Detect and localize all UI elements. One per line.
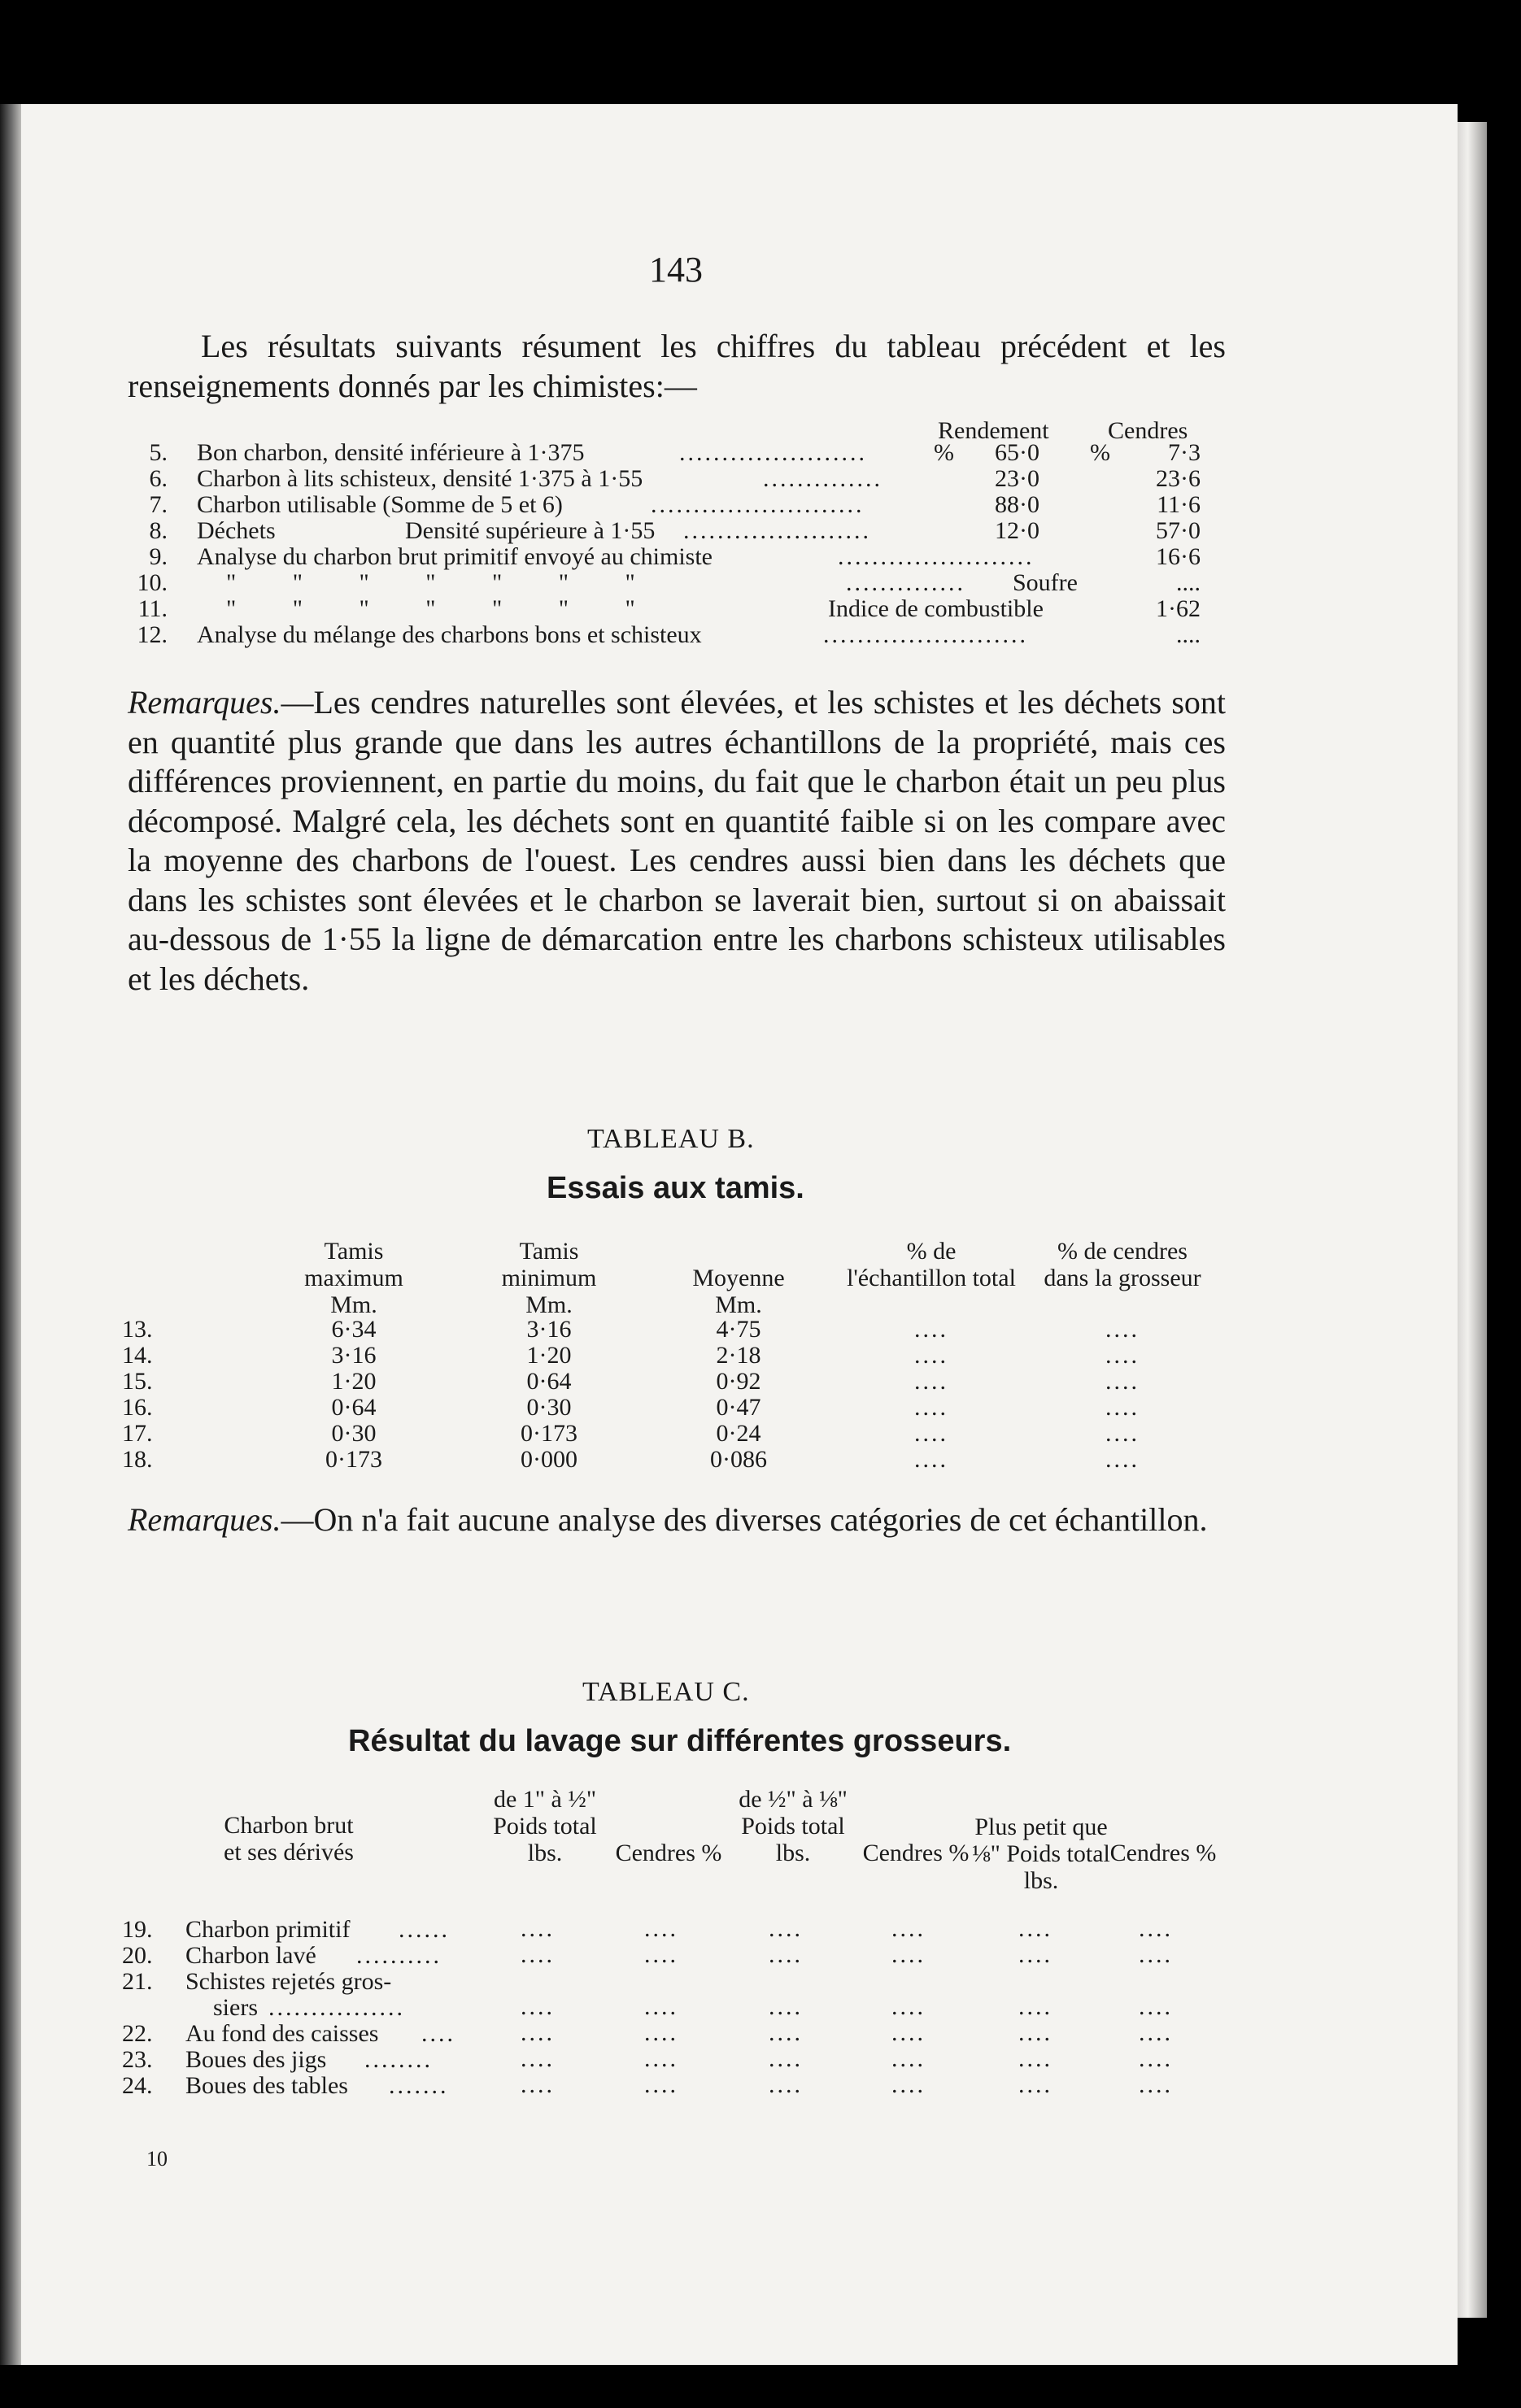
pct-cendres: ....: [1105, 1368, 1140, 1395]
tamis-min: 0·173: [521, 1420, 577, 1447]
cell-col1: .... .... .... .... .... ....: [521, 1915, 555, 2098]
rendement-value: 88·0: [995, 491, 1039, 518]
cell-col3: .... .... .... .... .... ....: [769, 1915, 803, 2098]
tamis-max: 0·173: [325, 1446, 382, 1473]
leader-dots: ....: [421, 2020, 455, 2047]
leader-dots: ................: [268, 1994, 405, 2021]
ditto-marks: " " " " " " ": [226, 569, 635, 596]
col-header: Tamis maximum Mm.: [304, 1238, 403, 1318]
cendres-value: ....: [1176, 569, 1201, 596]
row-num: 17.: [122, 1420, 153, 1447]
col-header: % de cendres dans la grosseur: [1044, 1238, 1201, 1291]
row-label: Au fond des caisses: [185, 2020, 379, 2047]
leader-dots: ......: [399, 1916, 450, 1943]
row-num: 10.: [137, 569, 168, 596]
rendement-value: 65·0: [995, 439, 1039, 466]
tamis-max: 0·30: [331, 1420, 377, 1447]
row-label: Boues des jigs: [185, 2046, 327, 2073]
col-header: de ½" à ⅛" Poids total lbs.: [739, 1786, 848, 1866]
cendres-value: 11·6: [1157, 491, 1201, 518]
pct-echantillon: ....: [914, 1368, 948, 1395]
tamis-max: 1·20: [331, 1368, 377, 1395]
pct-echantillon: ....: [914, 1394, 948, 1421]
tamis-max: 0·64: [331, 1394, 377, 1421]
tamis-min: 3·16: [526, 1316, 572, 1343]
row-label: Schistes rejetés gros-: [185, 1968, 392, 1995]
pct-cendres: ....: [1105, 1394, 1140, 1421]
row-label: Charbon primitif: [185, 1916, 351, 1943]
remarks-paragraph-1: [128, 683, 1226, 999]
row-num: 18.: [122, 1446, 153, 1473]
intro-paragraph: Les résultats suivants résument les chiffres du tableau précédent et les renseignements donnés par les chimistes:—: [128, 328, 1226, 404]
row-label: Bon charbon, densité inférieure à 1·375: [197, 439, 585, 466]
cendres-value: 23·6: [1156, 465, 1201, 492]
row-label: Charbon utilisable (Somme de 5 et 6): [197, 491, 563, 518]
cell-col2: .... .... .... .... .... ....: [644, 1915, 678, 2098]
leader-dots: ..........: [356, 1942, 442, 1969]
rendement-value: 12·0: [995, 517, 1039, 544]
cendres-value: ....: [1176, 621, 1201, 648]
row-label: Boues des tables: [185, 2072, 348, 2099]
remarks-text: —Les cendres naturelles sont élevées, et les schistes et les déchets sont en quantité plus grande que dans les autres échantillons de la propriété, mais ces différences proviennent, en partie du moins, du fait que le charbon était un peu plus décomposé. Malgré cela, les déchets sont en quantité faible si on les compare avec la moyenne des charbons de l'ouest. Les cendres aussi bien dans les déchets que dans les schistes sont élevées et le charbon se laverait bien, surtout si on abaissait au-dessous de 1·55 la ligne de démarcation entre les charbons schisteux utilisables et les déchets.: [128, 684, 1226, 997]
remarks-label: Remarques.: [128, 684, 281, 721]
remarks-label: Remarques.: [128, 1501, 281, 1538]
row-label: Indice de combustible: [828, 595, 1044, 622]
pct-cendres: ....: [1105, 1446, 1140, 1473]
col-header: Cendres %: [615, 1840, 722, 1866]
row-num: 5.: [149, 439, 168, 466]
pct-cendres: ....: [1105, 1342, 1140, 1369]
leader-dots: ..............: [846, 569, 965, 596]
col-header: Cendres %: [1109, 1840, 1217, 1866]
row-num: 15.: [122, 1368, 153, 1395]
col-header: Plus petit que ⅛" Poids total lbs.: [972, 1814, 1110, 1894]
col-header: Charbon brut et ses dérivés: [224, 1812, 354, 1866]
pct-echantillon: ....: [914, 1446, 948, 1473]
row-label: Analyse du mélange des charbons bons et schisteux: [197, 621, 702, 648]
percent-sign: %: [934, 439, 954, 466]
cendres-value: 57·0: [1156, 517, 1201, 544]
moyenne: 0·92: [716, 1368, 761, 1395]
row-label-secondary: Densité supérieure à 1·55: [405, 517, 656, 544]
pct-echantillon: ....: [914, 1420, 948, 1447]
moyenne: 4·75: [716, 1316, 761, 1343]
pct-cendres: ....: [1105, 1420, 1140, 1447]
leader-dots: ..............: [763, 465, 883, 492]
table-b-title: Essais aux tamis.: [547, 1171, 804, 1205]
percent-sign: %: [1090, 439, 1110, 466]
row-num: 21.: [122, 1968, 153, 1995]
tamis-max: 3·16: [331, 1342, 377, 1369]
footer-signature-number: 10: [146, 2147, 168, 2171]
row-num: 19.: [122, 1916, 153, 1943]
row-num: 9.: [149, 543, 168, 570]
leader-dots: .......................: [838, 543, 1035, 570]
col-header: de 1" à ½" Poids total lbs.: [493, 1786, 597, 1866]
tamis-min: 0·64: [526, 1368, 572, 1395]
row-num: 22.: [122, 2020, 153, 2047]
leader-dots: ........: [364, 2046, 433, 2073]
moyenne: 0·24: [716, 1420, 761, 1447]
cendres-header: Cendres: [1108, 417, 1188, 444]
pct-echantillon: ....: [914, 1342, 948, 1369]
tamis-min: 0·000: [521, 1446, 577, 1473]
row-num: 7.: [149, 491, 168, 518]
col-header: % de l'échantillon total: [847, 1238, 1016, 1291]
row-num: 12.: [137, 621, 168, 648]
row-label-continued: siers: [213, 1994, 258, 2021]
cell-col6: .... .... .... .... .... ....: [1139, 1915, 1173, 2098]
row-num: 23.: [122, 2046, 153, 2073]
remarks-text: —On n'a fait aucune analyse des diverses catégories de cet échantillon.: [281, 1501, 1208, 1538]
row-label: Analyse du charbon brut primitif envoyé au chimiste: [197, 543, 713, 570]
ditto-marks: " " " " " " ": [226, 595, 635, 622]
rendement-header: Rendement: [938, 417, 1049, 444]
row-label: Charbon lavé: [185, 1942, 316, 1969]
col-header: Moyenne Mm.: [692, 1265, 785, 1318]
row-label: Charbon à lits schisteux, densité 1·375 à 1·55: [197, 465, 643, 492]
pct-cendres: ....: [1105, 1316, 1140, 1343]
page-edge: [1458, 122, 1487, 2318]
row-num: 11.: [137, 595, 168, 622]
col-header: Tamis minimum Mm.: [501, 1238, 597, 1318]
cendres-value: 16·6: [1156, 543, 1201, 570]
table-c-title: Résultat du lavage sur différentes grosseurs.: [348, 1724, 1012, 1758]
pct-echantillon: ....: [914, 1316, 948, 1343]
leader-dots: ......................: [679, 439, 867, 466]
tamis-min: 0·30: [526, 1394, 572, 1421]
moyenne: 2·18: [716, 1342, 761, 1369]
tamis-min: 1·20: [526, 1342, 572, 1369]
page-number: 143: [649, 250, 703, 290]
row-label: Soufre: [1013, 569, 1078, 596]
row-num: 16.: [122, 1394, 153, 1421]
col-header: Cendres %: [862, 1840, 970, 1866]
tamis-max: 6·34: [331, 1316, 377, 1343]
row-num: 14.: [122, 1342, 153, 1369]
cell-col5: .... .... .... .... .... ....: [1018, 1915, 1052, 2098]
row-num: 24.: [122, 2072, 153, 2099]
remarks-paragraph-2: [128, 1500, 1226, 1540]
moyenne: 0·086: [710, 1446, 767, 1473]
moyenne: 0·47: [716, 1394, 761, 1421]
leader-dots: ........................: [823, 621, 1028, 648]
row-num: 8.: [149, 517, 168, 544]
row-label: Déchets: [197, 517, 276, 544]
leader-dots: .......: [389, 2072, 449, 2099]
row-num: 13.: [122, 1316, 153, 1343]
page-binding: [0, 104, 21, 2365]
leader-dots: ......................: [683, 517, 871, 544]
cendres-value: 7·3: [1168, 439, 1201, 466]
leader-dots: .........................: [651, 491, 865, 518]
cendres-value: 1·62: [1156, 595, 1201, 622]
row-num: 6.: [149, 465, 168, 492]
rendement-value: 23·0: [995, 465, 1039, 492]
cell-col4: .... .... .... .... .... ....: [891, 1915, 926, 2098]
row-num: 20.: [122, 1942, 153, 1969]
table-b-caption: TABLEAU B.: [587, 1124, 755, 1154]
table-c-caption: TABLEAU C.: [582, 1677, 750, 1707]
